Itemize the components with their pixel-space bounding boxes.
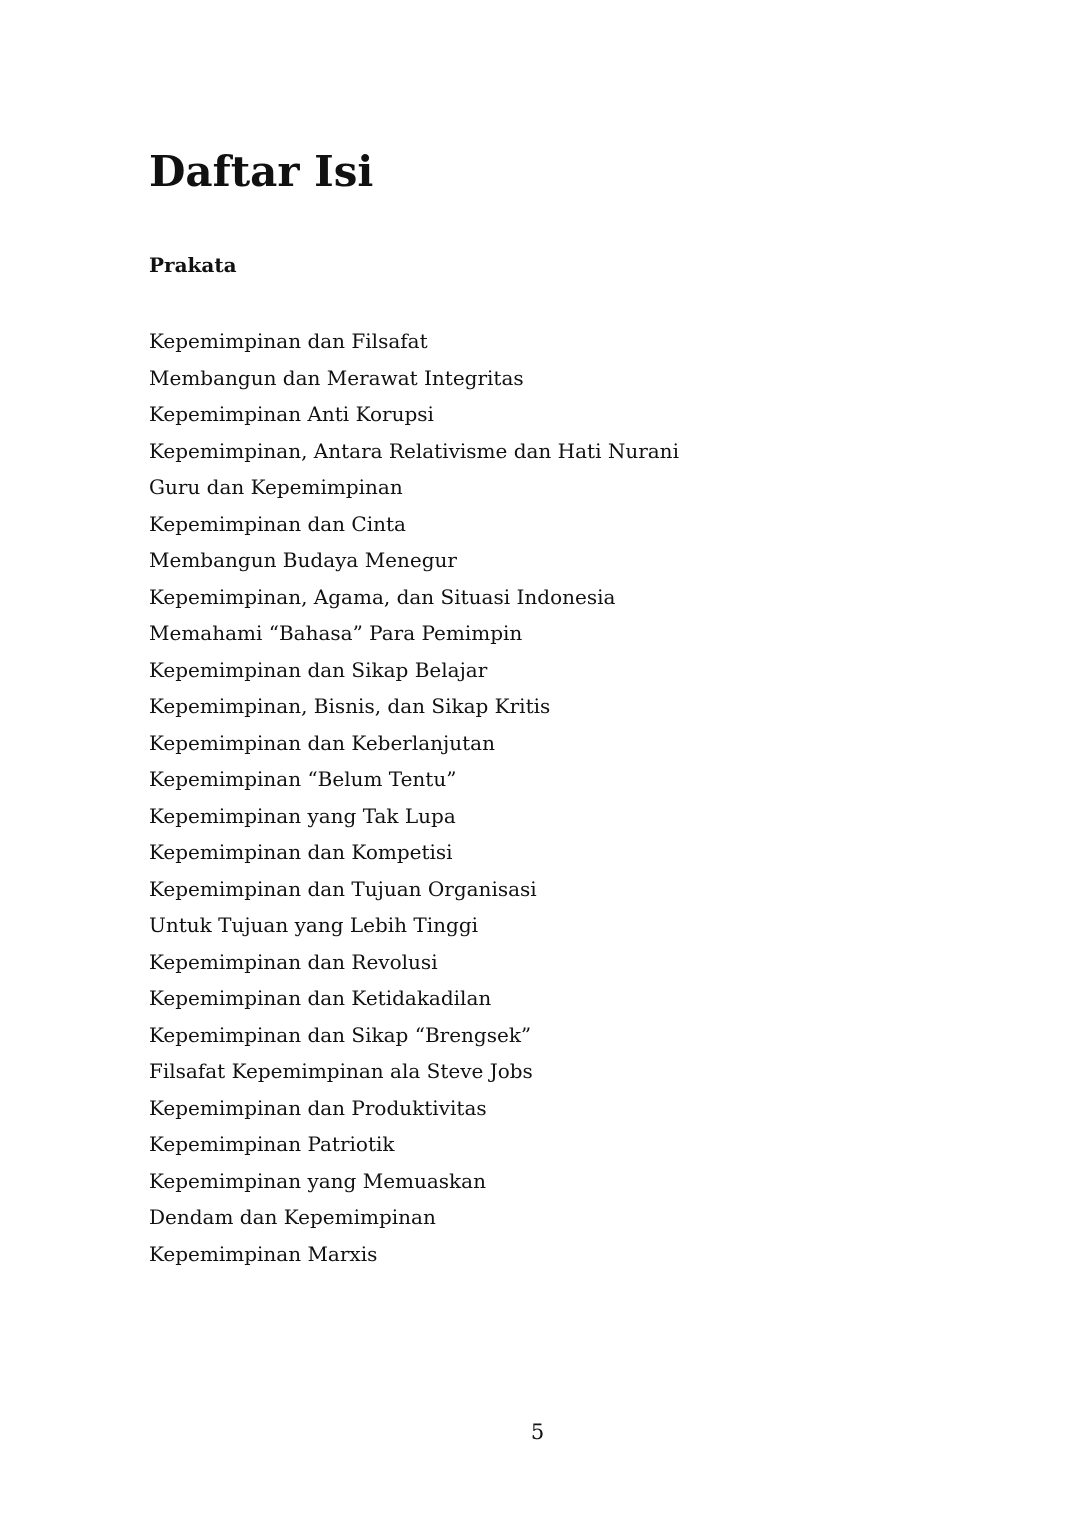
toc-entry: Kepemimpinan Anti Korupsi: [149, 402, 434, 426]
toc-entry: Untuk Tujuan yang Lebih Tinggi: [149, 913, 479, 937]
toc-entry: Dendam dan Kepemimpinan: [149, 1205, 436, 1229]
toc-entry: Kepemimpinan “Belum Tentu”: [149, 767, 457, 791]
toc-entry: Kepemimpinan, Bisnis, dan Sikap Kritis: [149, 694, 551, 718]
toc-entry: Membangun Budaya Menegur: [149, 548, 457, 572]
toc-entry: Kepemimpinan, Agama, dan Situasi Indonesia: [149, 584, 616, 609]
section-heading-prakata: Prakata: [149, 253, 237, 277]
toc-entry: Membangun dan Merawat Integritas: [149, 365, 524, 390]
toc-entry: Kepemimpinan dan Ketidakadilan: [149, 986, 492, 1010]
page-title: Daftar Isi: [149, 147, 374, 196]
toc-entry: Kepemimpinan dan Kompetisi: [149, 840, 453, 864]
page-number: 5: [530, 1420, 545, 1444]
toc-entry: Guru dan Kepemimpinan: [149, 475, 403, 499]
toc-entry: Kepemimpinan yang Tak Lupa: [149, 803, 456, 828]
toc-entry: Kepemimpinan Patriotik: [149, 1132, 395, 1156]
toc-entry: Kepemimpinan, Antara Relativisme dan Hati Nurani: [149, 438, 679, 463]
toc-entry: Memahami “Bahasa” Para Pemimpin: [149, 621, 523, 645]
toc-entry: Kepemimpinan dan Produktivitas: [149, 1095, 487, 1120]
toc-entry: Kepemimpinan dan Filsafat: [149, 329, 428, 353]
toc-entry: Kepemimpinan dan Sikap “Brengsek”: [149, 1022, 532, 1047]
toc-entry: Kepemimpinan dan Revolusi: [149, 949, 438, 974]
toc-entry: Filsafat Kepemimpinan ala Steve Jobs: [149, 1059, 533, 1083]
table-of-contents: [149, 323, 679, 1272]
toc-entry: Kepemimpinan yang Memuaskan: [149, 1168, 486, 1193]
toc-entry: Kepemimpinan Marxis: [149, 1241, 378, 1266]
toc-entry: Kepemimpinan dan Keberlanjutan: [149, 730, 495, 755]
toc-entry: Kepemimpinan dan Tujuan Organisasi: [149, 876, 537, 901]
toc-entry: Kepemimpinan dan Sikap Belajar: [149, 657, 488, 682]
toc-entry: Kepemimpinan dan Cinta: [149, 511, 406, 536]
